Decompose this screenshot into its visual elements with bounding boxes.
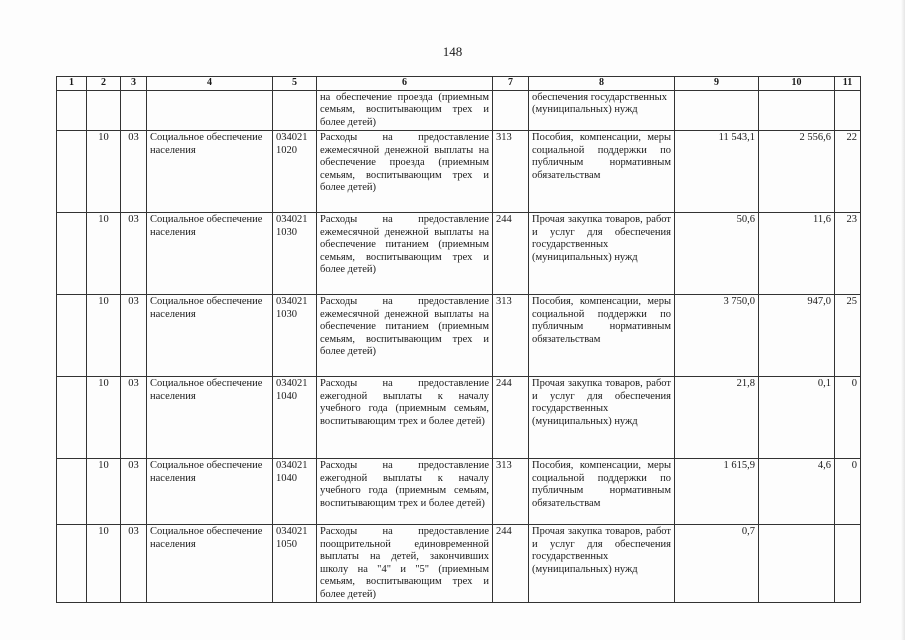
- cell-amount-actual: 11,6: [759, 213, 835, 295]
- column-header: 7: [493, 77, 529, 91]
- cell-col1: [57, 131, 87, 213]
- column-header: 9: [675, 77, 759, 91]
- cell-percent: [835, 525, 861, 603]
- table-row: [57, 90, 861, 131]
- cell-amount-actual: 2 556,6: [759, 131, 835, 213]
- cell-expense-type-name: Пособия, компенсации, меры социальной поддержки по публичным нормативным обязательствам: [529, 295, 675, 377]
- cell-subsection: 03: [121, 131, 147, 213]
- cell-expense-description: Расходы на предоставление ежегодной выплаты к началу учебного года (приемным семьям, воспитывающим трех и более детей): [317, 377, 493, 459]
- table-row: [57, 459, 861, 525]
- cell-target-article: [273, 90, 317, 131]
- cell-expense-type-name: Прочая закупка товаров, работ и услуг для обеспечения государственных (муниципальных) нужд: [529, 213, 675, 295]
- cell-percent: 0: [835, 459, 861, 525]
- cell-col1: [57, 377, 87, 459]
- table-row: [57, 213, 861, 295]
- cell-amount-plan: 0,7: [675, 525, 759, 603]
- page-number: 148: [442, 44, 463, 59]
- cell-expense-type: 244: [493, 377, 529, 459]
- cell-section-name: Социальное обеспечение населения: [147, 377, 273, 459]
- cell-expense-type-name: Прочая закупка товаров, работ и услуг для обеспечения государственных (муниципальных) нужд: [529, 525, 675, 603]
- cell-amount-actual: 0,1: [759, 377, 835, 459]
- cell-section: 10: [87, 131, 121, 213]
- column-header: 6: [317, 77, 493, 91]
- column-header: 10: [759, 77, 835, 91]
- cell-target-article: 034021 1020: [273, 131, 317, 213]
- cell-section-name: Социальное обеспечение населения: [147, 295, 273, 377]
- cell-subsection: 03: [121, 459, 147, 525]
- cell-percent: [835, 90, 861, 131]
- cell-amount-actual: [759, 525, 835, 603]
- cell-section: 10: [87, 459, 121, 525]
- cell-expense-description: Расходы на предоставление ежемесячной денежной выплаты на обеспечение проезда (приемным семьям, воспитывающим трех и более детей): [317, 131, 493, 213]
- cell-col1: [57, 459, 87, 525]
- cell-subsection: 03: [121, 525, 147, 603]
- cell-section-name: Социальное обеспечение населения: [147, 131, 273, 213]
- cell-expense-type-name: обеспечения государственных (муниципальных) нужд: [529, 90, 675, 131]
- cell-expense-type: [493, 90, 529, 131]
- cell-amount-plan: 50,6: [675, 213, 759, 295]
- column-header: 8: [529, 77, 675, 91]
- cell-expense-type: 313: [493, 131, 529, 213]
- cell-expense-description: Расходы на предоставление ежемесячной денежной выплаты на обеспечение питанием (приемным семьям, воспитывающим трех и более детей): [317, 295, 493, 377]
- cell-expense-description: Расходы на предоставление ежемесячной денежной выплаты на обеспечение питанием (приемным семьям, воспитывающим трех и более детей): [317, 213, 493, 295]
- cell-expense-type: 244: [493, 525, 529, 603]
- cell-section-name: [147, 90, 273, 131]
- cell-percent: 0: [835, 377, 861, 459]
- column-header: 11: [835, 77, 861, 91]
- table-row: [57, 525, 861, 603]
- cell-section-name: Социальное обеспечение населения: [147, 459, 273, 525]
- cell-section-name: Социальное обеспечение населения: [147, 525, 273, 603]
- cell-expense-type: 313: [493, 459, 529, 525]
- cell-col1: [57, 90, 87, 131]
- cell-target-article: 034021 1030: [273, 213, 317, 295]
- cell-subsection: 03: [121, 213, 147, 295]
- cell-amount-actual: 947,0: [759, 295, 835, 377]
- cell-section: 10: [87, 525, 121, 603]
- cell-section: 10: [87, 377, 121, 459]
- column-header: 5: [273, 77, 317, 91]
- cell-target-article: 034021 1040: [273, 459, 317, 525]
- cell-amount-plan: 3 750,0: [675, 295, 759, 377]
- cell-expense-type-name: Пособия, компенсации, меры социальной поддержки по публичным нормативным обязательствам: [529, 131, 675, 213]
- cell-expense-type: 244: [493, 213, 529, 295]
- cell-section: [87, 90, 121, 131]
- cell-amount-plan: 21,8: [675, 377, 759, 459]
- cell-section: 10: [87, 213, 121, 295]
- cell-expense-type: 313: [493, 295, 529, 377]
- cell-expense-type-name: Пособия, компенсации, меры социальной поддержки по публичным нормативным обязательствам: [529, 459, 675, 525]
- cell-amount-plan: 11 543,1: [675, 131, 759, 213]
- cell-target-article: 034021 1030: [273, 295, 317, 377]
- cell-percent: 23: [835, 213, 861, 295]
- cell-percent: 25: [835, 295, 861, 377]
- cell-subsection: 03: [121, 377, 147, 459]
- cell-subsection: 03: [121, 295, 147, 377]
- cell-expense-description: Расходы на предоставление ежегодной выплаты к началу учебного года (приемным семьям, воспитывающим трех и более детей): [317, 459, 493, 525]
- column-number-row: [57, 77, 861, 91]
- column-header: 2: [87, 77, 121, 91]
- cell-section: 10: [87, 295, 121, 377]
- cell-amount-plan: [675, 90, 759, 131]
- cell-section-name: Социальное обеспечение населения: [147, 213, 273, 295]
- cell-expense-description: на обеспечение проезда (приемным семьям, воспитывающим трех и более детей): [317, 90, 493, 131]
- column-header: 3: [121, 77, 147, 91]
- cell-amount-actual: 4,6: [759, 459, 835, 525]
- table-row: [57, 295, 861, 377]
- cell-col1: [57, 295, 87, 377]
- budget-table: [56, 76, 861, 603]
- cell-amount-plan: 1 615,9: [675, 459, 759, 525]
- cell-amount-actual: [759, 90, 835, 131]
- column-header: 4: [147, 77, 273, 91]
- cell-percent: 22: [835, 131, 861, 213]
- column-header: 1: [57, 77, 87, 91]
- table-row: [57, 377, 861, 459]
- cell-target-article: 034021 1040: [273, 377, 317, 459]
- cell-col1: [57, 525, 87, 603]
- table-row: [57, 131, 861, 213]
- scan-edge: [901, 0, 905, 640]
- cell-expense-description: Расходы на предоставление поощрительной единовременной выплаты на детей, закончивших школу на "4" и "5" (приемным семьям, воспитывающим трех и более детей): [317, 525, 493, 603]
- cell-subsection: [121, 90, 147, 131]
- cell-expense-type-name: Прочая закупка товаров, работ и услуг для обеспечения государственных (муниципальных) нужд: [529, 377, 675, 459]
- cell-target-article: 034021 1050: [273, 525, 317, 603]
- cell-col1: [57, 213, 87, 295]
